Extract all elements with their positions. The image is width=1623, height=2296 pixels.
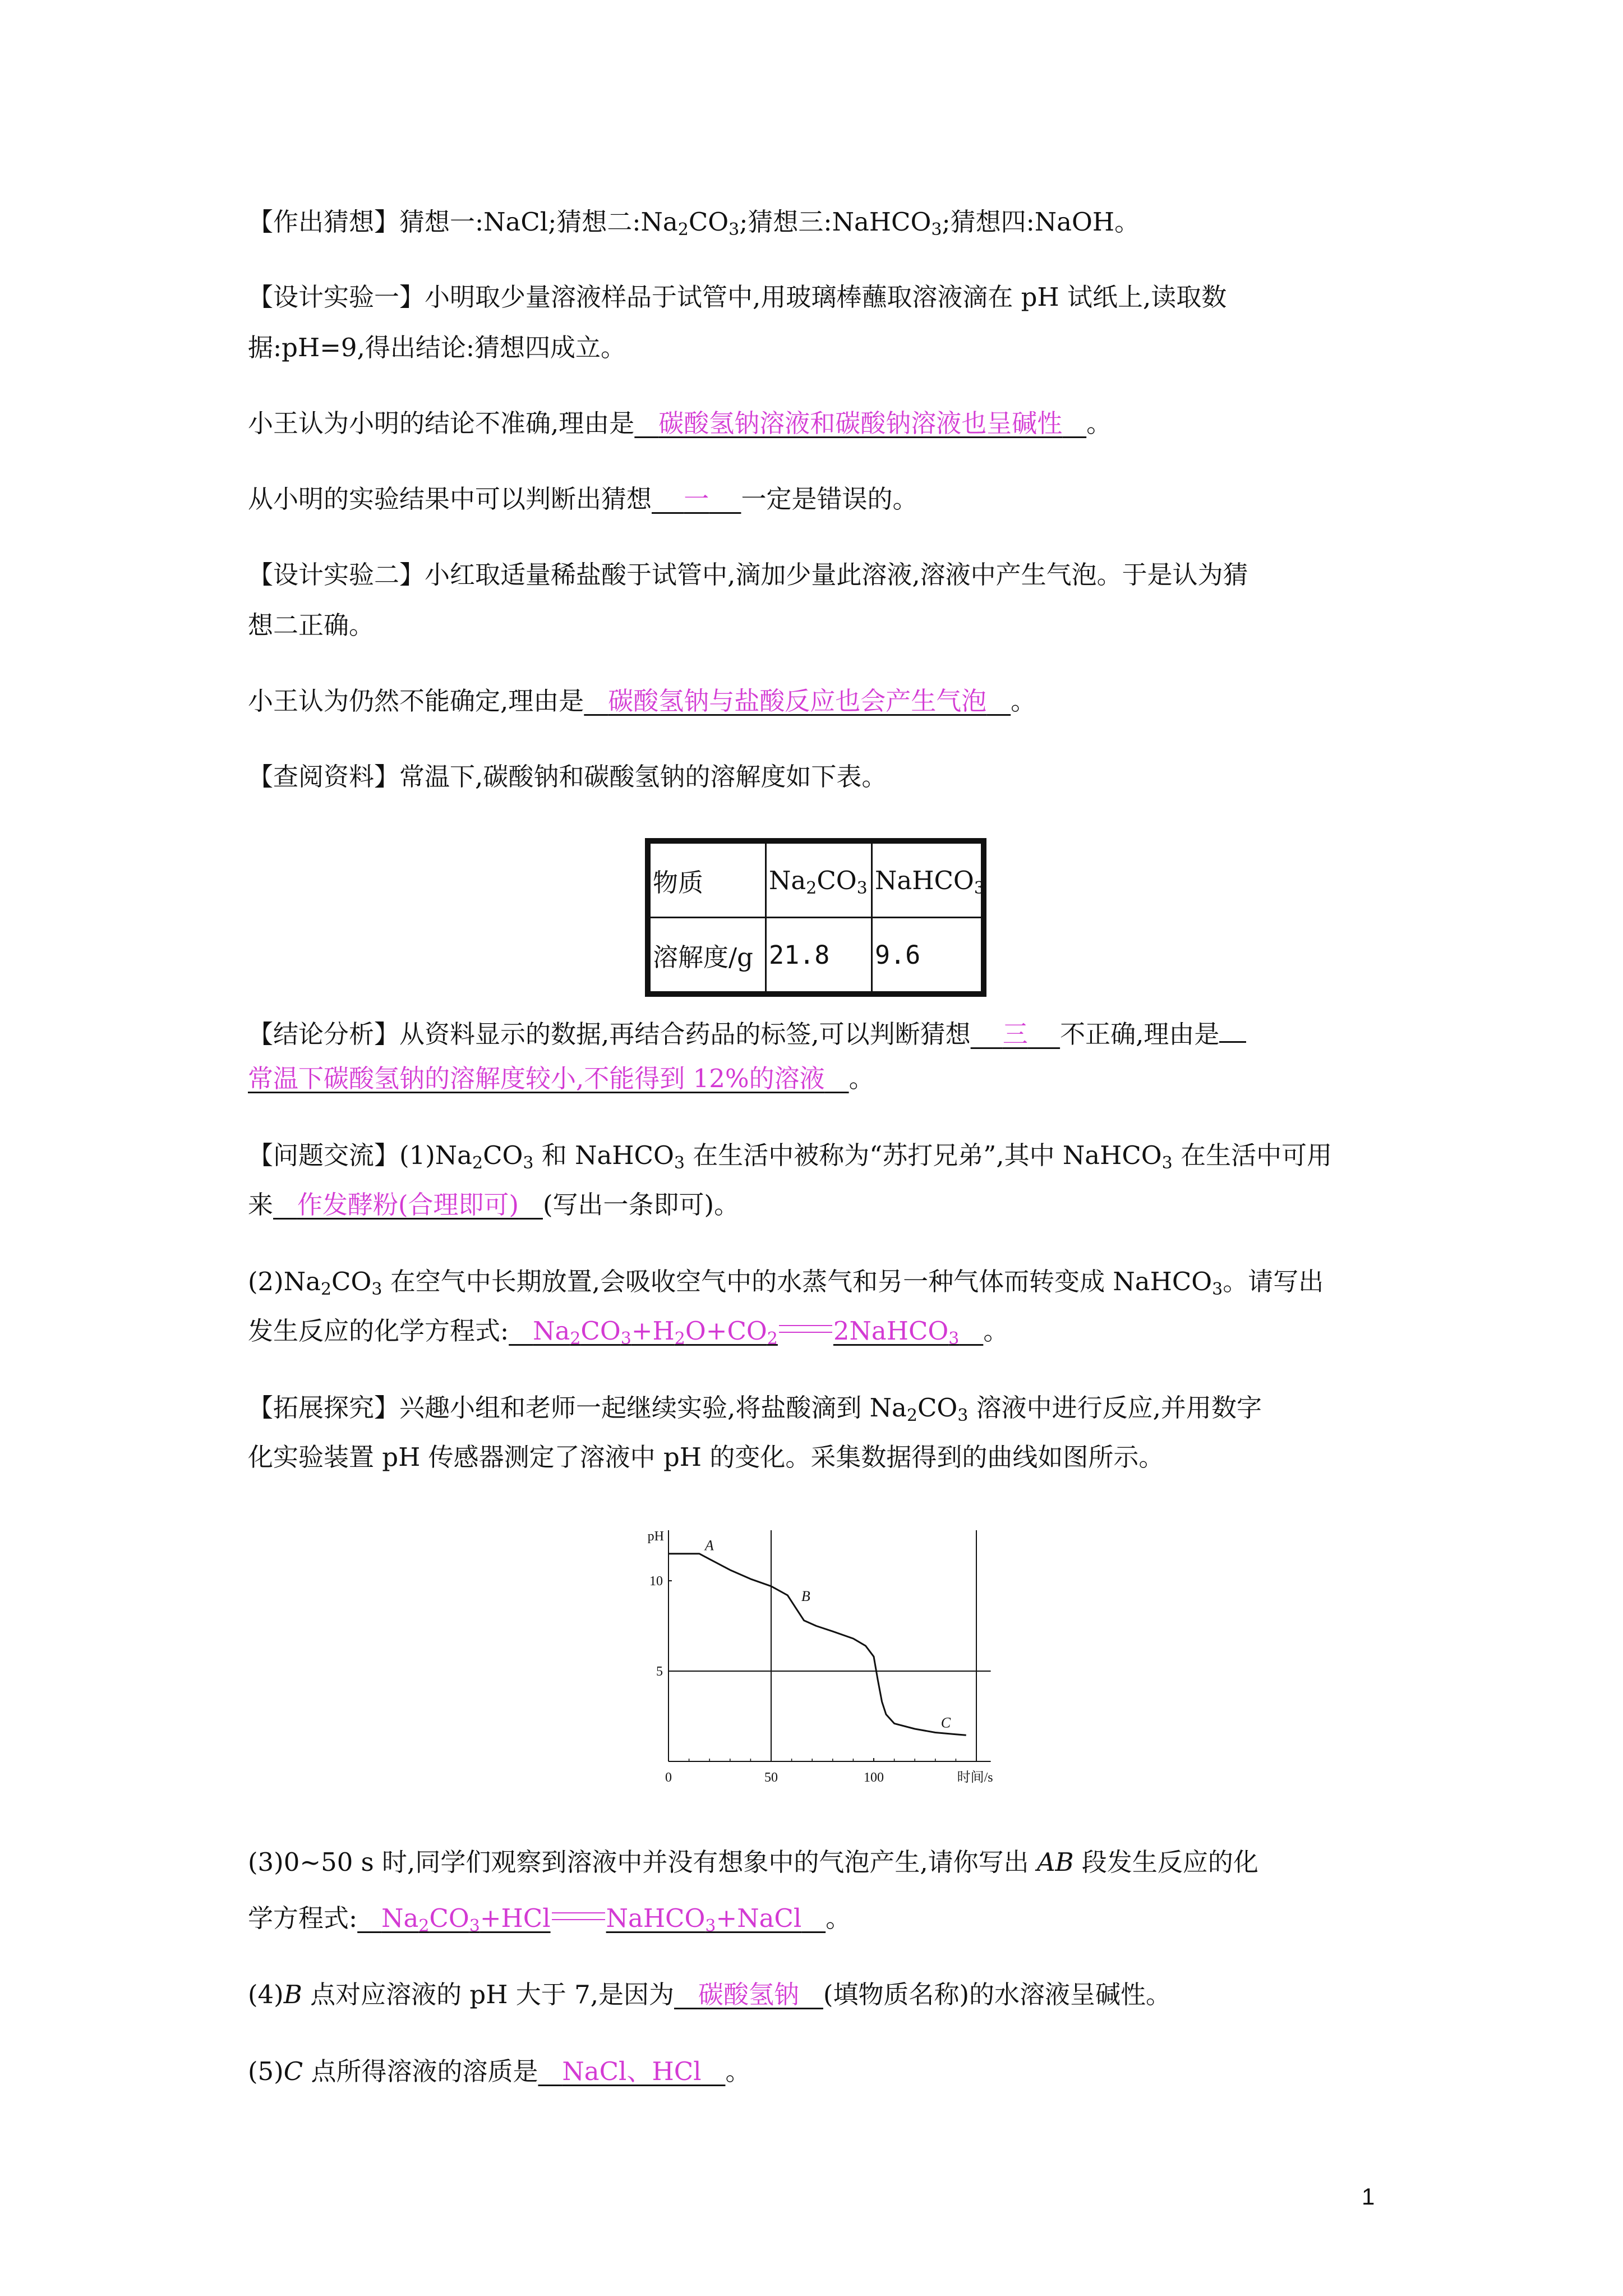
equation-answer: $Na_2CO_3+HCl$ NaHCO$_3$+NaCl [381,1903,802,1936]
question-4-paragraph: (4)B 点对应溶液的 pH 大于 7,是因为 碳酸氢钠 (填物质名称)的水溶液呈碱性。 [248,1980,1172,2009]
answer-text: 碳酸氢钠与盐酸反应也会产生气泡 [608,686,987,716]
y-tick-label: 5 [656,1664,663,1679]
solubility-table [645,838,986,997]
section-tag: 【结论分析】 [248,1019,400,1049]
ph-chart-svg [623,1515,1015,1806]
y-axis-label: pH [647,1529,664,1544]
experiment-two-paragraph: 【设计实验二】小红取适量稀盐酸于试管中,滴加少量此溶液,溶液中产生气泡。于是认为猜 [248,560,1248,590]
question-2-paragraph: $(2)Na_2CO_3$ 在空气中长期放置,会吸收空气中的水蒸气和另一种气体而转变成 NaHCO$_3$。请写出 [248,1267,1324,1299]
question-5-paragraph: (5)C 点所得溶液的溶质是 NaCl、HCl 。 [248,2056,751,2086]
point-label-c: C [940,1714,951,1731]
table-header-nahco3: NaHCO$_3$ [872,843,982,918]
page-number: 1 [1362,2183,1375,2210]
extension-line2: 化实验装置 pH 传感器测定了溶液中 pH 的变化。采集数据得到的曲线如图所示。 [248,1442,1164,1472]
point-label-a: A [704,1537,714,1554]
table-cell-na2co3: 21.8 [766,918,872,992]
equation-answer: $Na_2CO_3+H_2O+CO_2$ 2NaHCO$_3$ [533,1316,960,1349]
section-tag: 【设计实验二】 [248,560,425,590]
reference-paragraph: 【查阅资料】常温下,碳酸钠和碳酸氢钠的溶解度如下表。 [248,762,887,792]
extension-paragraph: 【拓展探究】兴趣小组和老师一起继续实验,将盐酸滴到 $Na_2CO_3$ 溶液中进行反应,并用数字 [248,1393,1262,1425]
x-tick-label: 100 [864,1770,884,1785]
experiment-two-line2: 想二正确。 [248,610,375,640]
section-tag: 【问题交流】 [248,1140,400,1170]
experiment-one-paragraph: 【设计实验一】小明取少量溶液样品于试管中,用玻璃棒蘸取溶液滴在 pH 试纸上,读取数 [248,282,1227,312]
equals-sign [552,1912,605,1920]
x-tick-label: 50 [764,1770,778,1785]
answer-text: 作发酵粉(合理即可) [297,1190,519,1220]
table-row-label: 溶解度/g [650,918,766,992]
answer-text: 一 [684,484,709,514]
question-2-line2: 发生反应的化学方程式: $Na_2CO_3+H_2O+CO_2$ 2NaHCO$_3$ 。 [248,1316,1009,1349]
answer-blank [1219,1014,1246,1043]
ph-chart [623,1515,1015,1806]
section-tag: 【查阅资料】 [248,762,400,792]
x-tick-label: 0 [665,1770,672,1785]
table-header-na2co3: $Na_2CO_3$ [766,843,872,918]
question-wrong-hypothesis: 从小明的实验结果中可以判断出猜想 一 一定是错误的。 [248,484,918,514]
point-label-b: B [801,1588,810,1604]
discussion-paragraph: 【问题交流】$(1)Na_2CO_3$ 和 NaHCO$_3$ 在生活中被称为“苏打兄弟”,其中 NaHCO$_3$ 在生活中可用 [248,1140,1332,1173]
table-cell-nahco3: 9.6 [872,918,982,992]
question-3-paragraph: (3)0~50 s 时,同学们观察到溶液中并没有想象中的气泡产生,请你写出 AB 段发生反应的化 [248,1847,1258,1877]
answer-text: NaCl、HCl [562,2056,702,2086]
conclusion-line2: 常温下碳酸氢钠的溶解度较小,不能得到 12%的溶液 。 [248,1064,874,1093]
answer-text: 碳酸氢钠 [698,1980,799,2009]
conclusion-paragraph: 【结论分析】从资料显示的数据,再结合药品的标签,可以判断猜想 三 不正确,理由是 [248,1014,1392,1051]
equals-sign [779,1325,832,1333]
y-tick-label: 10 [649,1574,663,1589]
answer-text: 三 [1002,1019,1028,1049]
section-tag: 【拓展探究】 [248,1393,400,1423]
section-tag: 【设计实验一】 [248,282,425,312]
experiment-one-line2: 据:pH=9,得出结论:猜想四成立。 [248,333,626,362]
ph-curve [668,1554,966,1736]
answer-text: 碳酸氢钠溶液和碳酸钠溶液也呈碱性 [658,408,1063,438]
discussion-line2: 来 作发酵粉(合理即可) (写出一条即可)。 [248,1190,740,1220]
question-reason-two: 小王认为仍然不能确定,理由是 碳酸氢钠与盐酸反应也会产生气泡 。 [248,686,1036,716]
answer-text: 常温下碳酸氢钠的溶解度较小,不能得到 12%的溶液 [248,1064,825,1093]
question-reason-one: 小王认为小明的结论不准确,理由是 碳酸氢钠溶液和碳酸钠溶液也呈碱性 。 [248,408,1112,438]
hypothesis-paragraph: 【作出猜想】猜想一:NaCl;猜想二$:Na_2CO_3$;猜想三:NaHCO$_3$;猜想四:NaOH。 [248,207,1140,240]
x-axis-label: 时间/s [957,1770,993,1785]
question-3-line2: 学方程式: $Na_2CO_3+HCl$ NaHCO$_3$+NaCl 。 [248,1903,851,1936]
table-header-substance: 物质 [650,843,766,918]
section-tag: 【作出猜想】 [248,207,400,237]
